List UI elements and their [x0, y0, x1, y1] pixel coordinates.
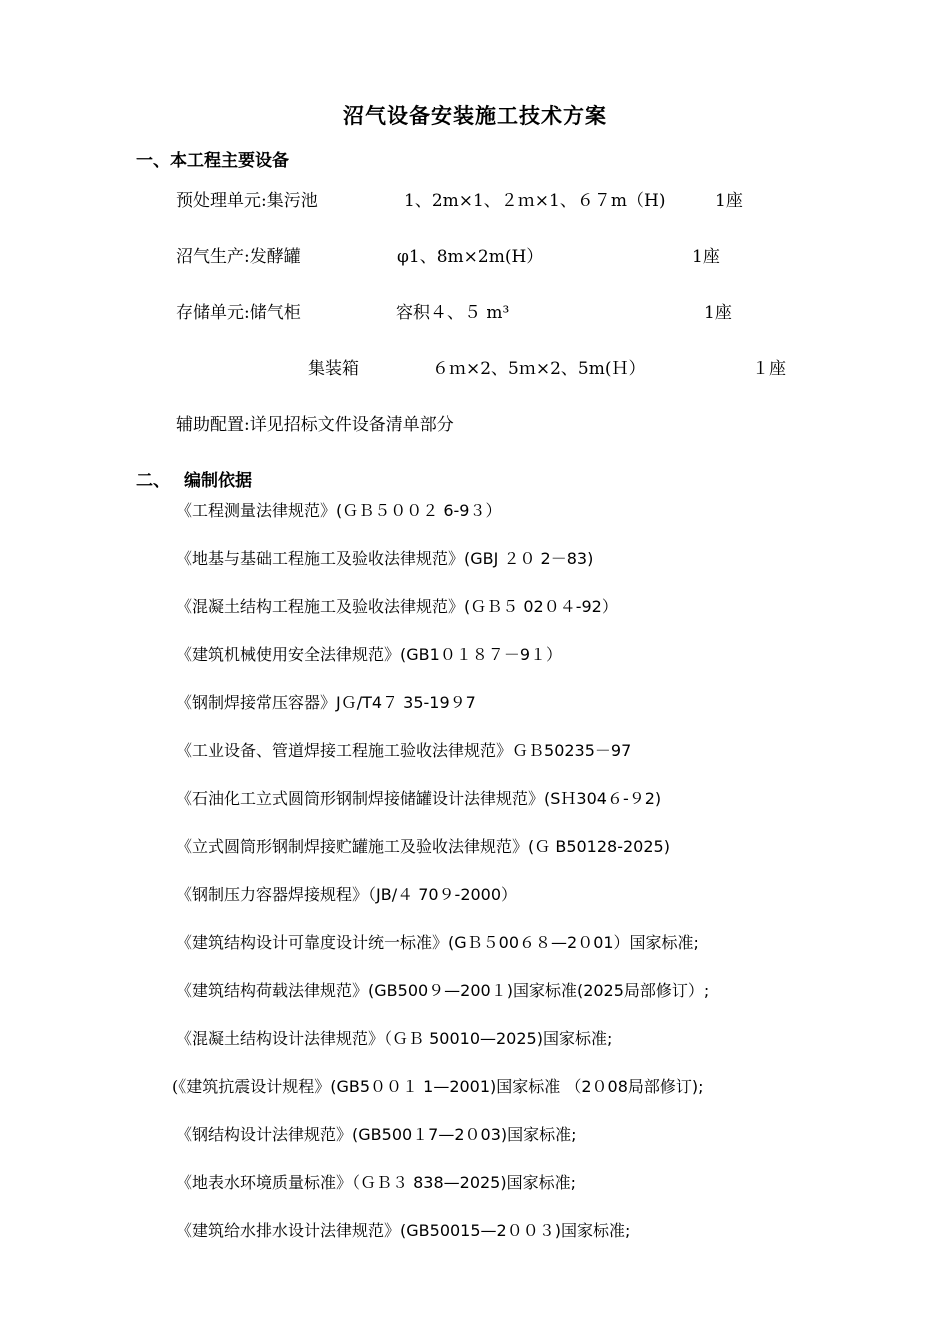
reference-item	[176, 642, 562, 665]
reference-title: 《工程测量法律规范》	[176, 501, 337, 520]
reference-title: 《立式圆筒形钢制焊接贮罐施工及验收法律规范》	[176, 837, 529, 856]
reference-item	[176, 1218, 630, 1241]
reference-item	[176, 1026, 612, 1049]
reference-title: 《建筑机械使用安全法律规范》	[176, 645, 401, 664]
reference-code: (ＧＢ５ 02０４-92）	[464, 597, 618, 616]
reference-item	[176, 738, 631, 761]
reference-code: JＧ/T4７ 35-19９7	[336, 693, 476, 712]
reference-title: 《建筑结构荷载法律规范》	[176, 981, 369, 1000]
equipment-row	[0, 186, 950, 210]
reference-code: (GＢ５00６８—2０01）国家标准;	[448, 933, 699, 952]
reference-title: 《钢结构设计法律规范》	[176, 1125, 353, 1144]
equipment-label: 预处理单元:集污池	[176, 191, 318, 211]
equipment-label: 集装箱	[308, 359, 359, 379]
equipment-qty: 1座	[692, 247, 720, 267]
reference-title: 《建筑结构设计可靠度设计统一标准》	[176, 933, 449, 952]
equipment-row	[0, 298, 950, 322]
reference-code: (SＨ304６-９2)	[544, 789, 662, 808]
reference-item	[176, 690, 476, 713]
equipment-qty: 1座	[715, 191, 743, 211]
reference-code: (GB5００１ 1—2001)国家标准 （2０08局部修订);	[330, 1077, 704, 1096]
section-heading-equipment	[136, 146, 289, 171]
reference-title: 《工业设备、管道焊接工程施工验收法律规范》	[176, 741, 513, 760]
reference-item	[172, 1074, 704, 1097]
reference-code: (GBJ ２０ 2－83)	[464, 549, 594, 568]
equipment-spec: φ1、8m×2m(H）	[397, 247, 544, 267]
reference-title: 《混凝土结构工程施工及验收法律规范》	[176, 597, 465, 616]
document-title: 沼气设备安装施工技术方案	[343, 103, 607, 128]
reference-code: （ＧＢ 50010—2025)国家标准;	[384, 1029, 613, 1048]
reference-code: (ＧＢ５００２ 6-9３）	[336, 501, 502, 520]
equipment-row	[0, 354, 950, 378]
reference-item	[176, 546, 593, 569]
section-title: 编制依据	[184, 471, 252, 491]
equipment-spec: 容积４、５ m³	[396, 303, 510, 323]
reference-code: (GB50015—2００３)国家标准;	[400, 1221, 631, 1240]
reference-title: 《地表水环境质量标准》	[176, 1173, 353, 1192]
reference-item	[176, 930, 699, 953]
reference-code: (GB500９—200１)国家标准(2025局部修订）;	[368, 981, 710, 1000]
reference-title: 《钢制焊接常压容器》	[176, 693, 337, 712]
section-heading-basis	[136, 466, 252, 491]
reference-item	[176, 1122, 577, 1145]
reference-title: 《混凝土结构设计法律规范》	[176, 1029, 385, 1048]
reference-item	[176, 978, 709, 1001]
reference-title: (《建筑抗震设计规程》	[172, 1077, 331, 1096]
reference-item	[176, 786, 661, 809]
reference-item	[176, 882, 517, 905]
reference-code: (GB1０１８７－9１）	[400, 645, 562, 664]
reference-code: （JB/４ 70９-2000）	[368, 885, 518, 904]
equipment-row	[0, 242, 950, 266]
reference-code: (GB500１7—2０03)国家标准;	[352, 1125, 577, 1144]
section-title: 本工程主要设备	[170, 151, 289, 171]
equipment-qty: 1座	[704, 303, 732, 323]
reference-code: ＧＢ50235－97	[512, 741, 632, 760]
equipment-label: 存储单元:储气柜	[176, 303, 301, 323]
section-number: 二、	[136, 471, 170, 491]
reference-title: 《石油化工立式圆筒形钢制焊接储罐设计法律规范》	[176, 789, 545, 808]
reference-item	[176, 834, 670, 857]
reference-item	[176, 1170, 576, 1193]
reference-code: (Ｇ B50128-2025)	[528, 837, 670, 856]
equipment-label: 沼气生产:发酵罐	[176, 247, 301, 267]
section-number: 一、	[136, 151, 170, 171]
equipment-spec: ６ｍ×2、5ｍ×2、5m(Ｈ）	[432, 359, 646, 379]
reference-title: 《建筑给水排水设计法律规范》	[176, 1221, 401, 1240]
reference-code: （ＧＢ３ 838—2025)国家标准;	[352, 1173, 576, 1192]
equipment-spec: 1、2m×1、２ｍ×1、６７m（H)	[404, 191, 666, 211]
reference-title: 《地基与基础工程施工及验收法律规范》	[176, 549, 465, 568]
equipment-qty: １座	[752, 359, 786, 379]
reference-title: 《钢制压力容器焊接规程》	[176, 885, 369, 904]
reference-item	[176, 498, 501, 521]
auxiliary-config: 辅助配置:详见招标文件设备清单部分	[176, 415, 454, 435]
reference-item	[176, 594, 618, 617]
